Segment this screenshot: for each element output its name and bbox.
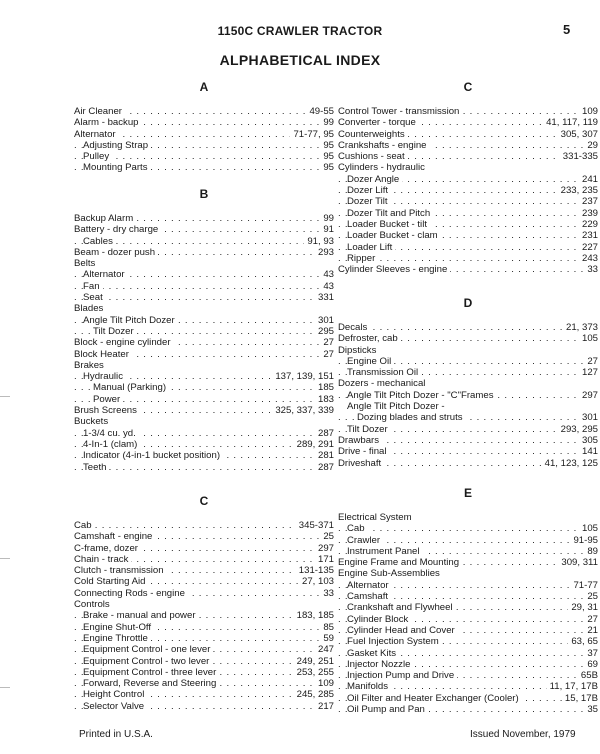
index-entry [74,162,334,173]
entry-pages: 33 [320,588,334,599]
entry-pages: 109 [315,678,334,689]
index-entry [338,704,598,715]
index-entry [74,382,334,393]
entry-pages: 105 [579,333,598,344]
entry-text: Cylinder Block [347,614,411,625]
section-letter: B [199,187,209,201]
index-entry [74,106,334,117]
page-number: 5 [563,22,571,37]
entry-text: Engine Frame and Mounting [338,557,462,568]
entry-text: Equipment Control - two lever [83,656,212,667]
footer-issue-date: Issued November, 1979 [470,729,576,740]
index-entry [74,543,334,554]
entry-pages: 239 [579,208,598,219]
index-entry [74,151,334,162]
index-entry [74,140,334,151]
entry-text: Control Tower - transmission [338,106,462,117]
index-entry [338,356,598,367]
entry-text: Brakes [74,360,107,371]
entry-pages: 293, 295 [558,424,598,435]
entry-pages: 293 [315,247,334,258]
index-entry [74,416,334,427]
entry-text: Defroster, cab [338,333,401,344]
index-entry [74,450,334,461]
entry-text: Oil Filter and Heater Exchanger (Cooler) [347,693,522,704]
index-entry [74,622,334,633]
index-entry [338,412,598,423]
entry-pages: 309, 311 [558,557,598,568]
entry-pages: 233, 235 [558,185,598,196]
entry-text: Ripper [347,253,378,264]
entry-pages: 91, 93 [304,236,334,247]
index-section-c [74,494,334,712]
entry-text: Drive - final [338,446,390,457]
entry-text: Oil Pump and Pan [347,704,428,715]
entry-pages: 287 [315,428,334,439]
entry-pages: 89 [584,546,598,557]
index-entry [74,565,334,576]
entry-pages: 43 [320,269,334,280]
index-entry [74,633,334,644]
index-entry [338,659,598,670]
index-entry [338,253,598,264]
index-entry [338,174,598,185]
entry-text: Alarm - backup [74,117,142,128]
entry-text: Belts [74,258,98,269]
index-entry [74,315,334,326]
entry-text: Dozer Tilt [347,196,391,207]
index-entry [74,701,334,712]
entry-text: Electrical System [338,512,415,523]
index-entry [338,208,598,219]
index-entry [338,264,598,275]
scan-margin-mark [0,558,10,559]
index-entry [338,535,598,546]
section-letter: C [199,494,209,508]
index-entry [338,546,598,557]
entry-pages: 37 [584,648,598,659]
entry-pages: 287 [315,462,334,473]
index-entry [74,394,334,405]
index-entry [74,531,334,542]
index-entry [74,439,334,450]
entry-pages: 227 [579,242,598,253]
entry-text: Cushions - seat [338,151,408,162]
entry-text: Tilt Dozer [347,424,391,435]
entry-pages: 65B [578,670,598,681]
section-letter: D [463,296,473,310]
index-entry [338,185,598,196]
index-entry [338,435,598,446]
entry-text: 4-In-1 (clam) [83,439,140,450]
entry-pages: 141 [579,446,598,457]
entry-text: C-frame, dozer [74,543,141,554]
entry-text: Injector Nozzle [347,659,413,670]
entry-pages: 331-335 [560,151,598,162]
entry-text: Alternator [347,580,392,591]
entry-pages: 231 [579,230,598,241]
entry-pages: 95 [320,162,334,173]
index-entry [338,681,598,692]
index-entry [74,349,334,360]
entry-pages: 297 [315,543,334,554]
entry-text: Cylinder Sleeves - engine [338,264,450,275]
index-entry [74,678,334,689]
entry-pages: 99 [320,213,334,224]
index-entry [338,512,598,523]
entry-text: Connecting Rods - engine [74,588,188,599]
entry-text: Counterweights [338,129,408,140]
entry-pages: 137, 139, 151 [272,371,334,382]
entry-pages: 59 [320,633,334,644]
entry-pages: 345-371 [296,520,334,531]
index-entry [338,446,598,457]
entry-text: Manual (Parking) [93,382,169,393]
entry-text: Forward, Reverse and Steering [83,678,219,689]
index-entry [74,269,334,280]
entry-text: Indicator (4-in-1 bucket position) [83,450,223,461]
entry-text: Engine Shut-Off [83,622,154,633]
entry-pages: 95 [320,140,334,151]
entry-pages: 69 [584,659,598,670]
document-header-title: 1150C CRAWLER TRACTOR [217,24,383,38]
entry-text: Angle Tilt Pitch Dozer - "C"Frames [347,390,497,401]
index-entry [338,345,598,356]
entry-text: Clutch - transmission [74,565,167,576]
index-entry [74,554,334,565]
entry-pages: 27, 103 [299,576,334,587]
entry-text: Teeth [83,462,109,473]
index-entry [338,614,598,625]
entry-text: Dozer Angle [347,174,402,185]
entry-text: Alternator [74,129,119,140]
entry-pages: 29 [584,140,598,151]
entry-text: Dozer Tilt and Pitch [347,208,433,219]
index-entry [338,390,598,401]
entry-pages: 33 [584,264,598,275]
index-entry [74,689,334,700]
footer-printed-in: Printed in U.S.A. [79,729,153,740]
entry-text: Engine Oil [347,356,394,367]
index-entry [338,196,598,207]
entry-pages: 91 [320,224,334,235]
entry-pages: 245, 285 [294,689,334,700]
entry-pages: 29, 31 [568,602,598,613]
entry-text: Dozers - mechanical [338,378,428,389]
entry-pages: 27 [320,349,334,360]
index-entry [74,117,334,128]
index-entry [338,568,598,579]
index-entry [338,636,598,647]
index-entry [74,258,334,269]
entry-text: 1-3/4 cu. yd. [83,428,139,439]
index-section-d [338,296,598,469]
entry-text: Cylinder Head and Cover [347,625,458,636]
index-entry [74,520,334,531]
entry-pages: 15, 17B [562,693,598,704]
entry-pages: 229 [579,219,598,230]
entry-pages: 281 [315,450,334,461]
index-entry [74,281,334,292]
index-entry [74,247,334,258]
entry-pages: 49-55 [306,106,334,117]
entry-pages: 289, 291 [294,439,334,450]
entry-pages: 25 [320,531,334,542]
entry-text: Equipment Control - one lever [83,644,213,655]
entry-pages: 331 [315,292,334,303]
index-entry [74,599,334,610]
index-entry [74,360,334,371]
entry-pages: 305, 307 [558,129,598,140]
index-entry [74,292,334,303]
index-entry [338,625,598,636]
entry-pages: 325, 337, 339 [272,405,334,416]
entry-text: Cab [347,523,368,534]
index-entry [338,602,598,613]
entry-text: Loader Lift [347,242,395,253]
entry-pages: 237 [579,196,598,207]
entry-pages: 297 [579,390,598,401]
entry-text: Selector Valve [83,701,147,712]
entry-text: Loader Bucket - clam [347,230,441,241]
entry-pages: 183 [315,394,334,405]
index-section-b [74,187,334,473]
entry-text: Cables [83,236,116,247]
entry-pages: 27 [584,614,598,625]
index-entry [338,106,598,117]
entry-pages: 71-77 [570,580,598,591]
index-entry [74,656,334,667]
index-entry [338,401,598,412]
entry-pages: 217 [315,701,334,712]
entry-pages: 243 [579,253,598,264]
entry-pages: 41, 117, 119 [543,117,598,128]
entry-pages: 295 [315,326,334,337]
index-entry [74,667,334,678]
entry-pages: 247 [315,644,334,655]
entry-text: Crankshafts - engine [338,140,430,151]
index-entry [338,219,598,230]
entry-pages: 27 [320,337,334,348]
entry-pages: 41, 123, 125 [542,458,598,469]
index-entry [74,610,334,621]
entry-text: Height Control [83,689,147,700]
entry-text: Cold Starting Aid [74,576,148,587]
index-entry [338,557,598,568]
index-entry [74,337,334,348]
entry-text: Instrument Panel [347,546,423,557]
entry-pages: 301 [315,315,334,326]
index-entry [338,693,598,704]
entry-text: Camshaft - engine [74,531,155,542]
entry-text: Power [93,394,123,405]
entry-text: Brake - manual and power [83,610,199,621]
entry-text: Driveshaft [338,458,384,469]
index-entry [74,371,334,382]
scan-margin-mark [0,687,10,688]
index-entry [338,591,598,602]
index-entry [338,523,598,534]
entry-text: Gasket Kits [347,648,399,659]
entry-text: Seat [83,292,106,303]
entry-text: Crawler [347,535,383,546]
index-entry [338,162,598,173]
index-entry [338,333,598,344]
entry-pages: 241 [579,174,598,185]
index-entry [74,644,334,655]
index-section-e [338,486,598,715]
entry-pages: 25 [584,591,598,602]
entry-pages: 85 [320,622,334,633]
entry-text: Fuel Injection System [347,636,442,647]
entry-text: Camshaft [347,591,391,602]
entry-text: Transmission Oil [347,367,421,378]
index-entry [338,458,598,469]
entry-pages: 253, 255 [294,667,334,678]
entry-text: Cab [74,520,95,531]
entry-pages: 301 [579,412,598,423]
index-entry [74,428,334,439]
entry-text: Engine Sub-Assemblies [338,568,443,579]
entry-text: Hydraulic [83,371,126,382]
entry-pages: 95 [320,151,334,162]
entry-text: Chain - track [74,554,131,565]
entry-pages: 131-135 [296,565,334,576]
entry-text: Engine Throttle [83,633,151,644]
entry-text: Buckets [74,416,111,427]
entry-text: Angle Tilt Pitch Dozer [83,315,178,326]
index-title: ALPHABETICAL INDEX [219,52,381,68]
entry-text: Crankshaft and Flywheel [347,602,456,613]
entry-text: Controls [74,599,113,610]
index-entry [338,322,598,333]
entry-text: Decals [338,322,370,333]
index-entry [74,405,334,416]
index-section-a [74,80,334,174]
entry-pages: 91-95 [570,535,598,546]
entry-text: Block Heater [74,349,132,360]
index-entry [338,242,598,253]
entry-text: Air Cleaner [74,106,125,117]
entry-text: Drawbars [338,435,382,446]
entry-text: Equipment Control - three lever [83,667,219,678]
index-entry [338,424,598,435]
index-entry [338,648,598,659]
entry-pages: 35 [584,704,598,715]
entry-text: Angle Tilt Pitch Dozer - [347,401,448,412]
entry-text: Injection Pump and Drive [347,670,457,681]
section-letter: C [463,80,473,94]
entry-pages: 27 [584,356,598,367]
entry-pages: 249, 251 [294,656,334,667]
entry-pages: 185 [315,382,334,393]
entry-text: Mounting Parts [83,162,151,173]
index-entry [338,378,598,389]
index-entry [338,580,598,591]
index-entry [338,151,598,162]
entry-text: Backup Alarm [74,213,136,224]
entry-pages: 11, 17, 17B [547,681,598,692]
entry-text: Dozing blades and struts [357,412,466,423]
scan-margin-mark [0,396,10,397]
section-letter: A [199,80,209,94]
entry-text: Loader Bucket - tilt [347,219,430,230]
entry-pages: 71-77, 95 [290,129,334,140]
index-entry [338,129,598,140]
entry-text: Alternator [83,269,128,280]
entry-text: Pulley [83,151,112,162]
index-entry [74,129,334,140]
entry-text: Battery - dry charge [74,224,161,235]
entry-pages: 109 [579,106,598,117]
entry-text: Cylinders - hydraulic [338,162,428,173]
section-letter: E [463,486,472,500]
entry-text: Beam - dozer push [74,247,158,258]
entry-text: Converter - torque [338,117,419,128]
entry-text: Block - engine cylinder [74,337,174,348]
index-entry [338,140,598,151]
index-entry [74,236,334,247]
index-entry [338,670,598,681]
entry-text: Fan [83,281,103,292]
index-entry [74,588,334,599]
entry-pages: 127 [579,367,598,378]
index-entry [74,576,334,587]
entry-text: Blades [74,303,106,314]
entry-text: Dipsticks [338,345,379,356]
entry-pages: 43 [320,281,334,292]
entry-pages: 21, 373 [563,322,598,333]
entry-pages: 21 [584,625,598,636]
entry-pages: 63, 65 [568,636,598,647]
index-section-c [338,80,598,275]
entry-text: Adjusting Strap [83,140,151,151]
index-entry [338,230,598,241]
entry-pages: 171 [315,554,334,565]
entry-text: Tilt Dozer [93,326,137,337]
entry-pages: 99 [320,117,334,128]
entry-text: Manifolds [347,681,391,692]
entry-text: Brush Screens [74,405,140,416]
index-entry [74,462,334,473]
entry-pages: 305 [579,435,598,446]
entry-pages: 105 [579,523,598,534]
index-entry [74,213,334,224]
index-entry [338,367,598,378]
index-entry [74,303,334,314]
index-entry [338,117,598,128]
entry-pages: 183, 185 [294,610,334,621]
index-entry [74,224,334,235]
index-entry [74,326,334,337]
entry-text: Dozer Lift [347,185,391,196]
